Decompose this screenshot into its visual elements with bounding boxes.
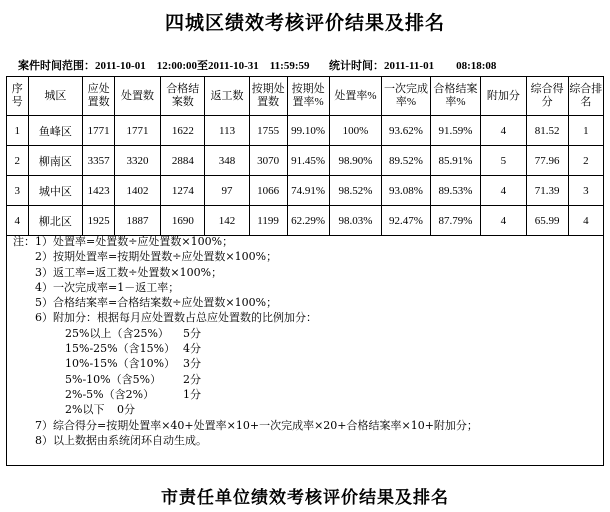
table-cell: 113 — [205, 116, 249, 146]
bonus-range: 15%-25%（含15%） — [65, 342, 176, 356]
table-cell: 92.47% — [382, 206, 430, 236]
note-line — [13, 249, 599, 264]
table-cell: 74.91% — [287, 176, 329, 206]
bonus-range: 2%以下 — [65, 403, 105, 417]
case-range-label: 案件时间范围： — [18, 60, 95, 72]
column-header: 一次完成率% — [382, 77, 430, 116]
note-line — [13, 387, 599, 402]
table-cell: 城中区 — [28, 176, 83, 206]
column-header: 附加分 — [481, 77, 526, 116]
report-frame — [6, 76, 604, 466]
table-cell: 4 — [481, 206, 526, 236]
stat-time-value: 2011-11-01 08:18:08 — [383, 60, 497, 72]
table-cell: 2 — [568, 146, 603, 176]
table-cell: 91.45% — [287, 146, 329, 176]
table-cell: 1 — [7, 116, 28, 146]
table-cell: 100% — [329, 116, 382, 146]
bonus-score: 3分 — [183, 357, 201, 371]
note-text: 6）附加分：根据每月应处置数占总应处置数的比例加分： — [35, 311, 317, 325]
table-cell: 3 — [7, 176, 28, 206]
table-cell: 98.03% — [329, 206, 382, 236]
note-text: 4）一次完成率=1－返工率； — [35, 280, 180, 294]
table-cell: 93.08% — [382, 176, 430, 206]
column-header: 按期处置数 — [249, 77, 287, 116]
table-cell: 99.10% — [287, 116, 329, 146]
stat-time-label: 统计时间： — [328, 60, 384, 72]
column-header: 综合得分 — [526, 77, 568, 116]
table-cell: 89.53% — [430, 176, 481, 206]
column-header: 综合排名 — [568, 77, 603, 116]
note-line — [13, 310, 599, 325]
note-line — [13, 356, 599, 371]
table-cell: 93.62% — [382, 116, 430, 146]
table-cell: 87.79% — [430, 206, 481, 236]
table-cell: 4 — [568, 206, 603, 236]
note-line — [13, 295, 599, 310]
table-cell: 3320 — [114, 146, 160, 176]
column-header: 应处置数 — [83, 77, 115, 116]
note-text: 1）处置率=处置数÷应处置数×100%； — [35, 235, 234, 248]
table-cell: 2 — [7, 146, 28, 176]
case-range-value: 2011-10-01 12:00:00至2011-10-31 11:59:59 — [95, 60, 310, 72]
note-line — [13, 280, 599, 295]
section-title-2: 市责任单位绩效考核评价结果及排名 — [161, 488, 449, 508]
table-cell: 65.99 — [526, 206, 568, 236]
column-header: 返工数 — [205, 77, 249, 116]
column-header: 处置率% — [329, 77, 382, 116]
column-header: 城区 — [28, 77, 83, 116]
table-cell: 1199 — [249, 206, 287, 236]
table-cell: 348 — [205, 146, 249, 176]
table-cell: 1690 — [161, 206, 205, 236]
table-cell: 柳南区 — [28, 146, 83, 176]
table-cell: 1925 — [83, 206, 115, 236]
note-line — [13, 433, 599, 448]
bonus-score: 4分 — [183, 342, 201, 356]
table-cell: 91.59% — [430, 116, 481, 146]
bonus-score: 0分 — [117, 403, 135, 417]
table-cell: 3357 — [83, 146, 115, 176]
note-text: 8）以上数据由系统闭环自动生成。 — [35, 433, 207, 447]
column-header: 序号 — [7, 77, 28, 116]
notes-prefix: 注： — [13, 235, 35, 248]
bonus-score: 5分 — [183, 326, 201, 340]
table-cell: 柳北区 — [28, 206, 83, 236]
table-cell: 鱼峰区 — [28, 116, 83, 146]
table-cell: 3 — [568, 176, 603, 206]
note-text: 3）返工率=返工数÷处置数×100%； — [35, 265, 223, 279]
table-cell: 1402 — [114, 176, 160, 206]
table-cell: 89.52% — [382, 146, 430, 176]
table-cell: 1771 — [83, 116, 115, 146]
table-cell: 81.52 — [526, 116, 568, 146]
table-row — [7, 146, 603, 176]
table-cell: 98.52% — [329, 176, 382, 206]
note-line — [13, 372, 599, 387]
ranking-table — [7, 77, 603, 236]
notes-section — [13, 234, 599, 448]
note-line — [13, 418, 599, 433]
note-line — [13, 234, 599, 249]
table-cell: 5 — [481, 146, 526, 176]
page-title: 四城区绩效考核评价结果及排名 — [164, 12, 445, 34]
bonus-range: 10%-15%（含10%） — [65, 357, 176, 371]
table-cell: 62.29% — [287, 206, 329, 236]
table-header-row — [7, 77, 603, 116]
table-cell: 85.91% — [430, 146, 481, 176]
column-header: 处置数 — [114, 77, 160, 116]
column-header: 合格结案数 — [161, 77, 205, 116]
table-row — [7, 206, 603, 236]
table-cell: 97 — [205, 176, 249, 206]
note-line — [13, 265, 599, 280]
table-cell: 77.96 — [526, 146, 568, 176]
note-text: 2）按期处置率=按期处置数÷应处置数×100%； — [35, 250, 278, 264]
table-cell: 1423 — [83, 176, 115, 206]
table-cell: 1771 — [114, 116, 160, 146]
table-cell: 1755 — [249, 116, 287, 146]
table-cell: 71.39 — [526, 176, 568, 206]
table-cell: 4 — [481, 176, 526, 206]
bonus-range: 5%-10%（含5%） — [65, 372, 162, 386]
table-cell: 2884 — [161, 146, 205, 176]
note-line — [13, 341, 599, 356]
note-text: 5）合格结案率=合格结案数÷应处置数×100%； — [35, 296, 278, 310]
table-cell: 1274 — [161, 176, 205, 206]
table-cell: 1622 — [161, 116, 205, 146]
table-cell: 3070 — [249, 146, 287, 176]
table-cell: 1887 — [114, 206, 160, 236]
bonus-score: 2分 — [183, 372, 201, 386]
bonus-range: 25%以上（含25%） — [65, 326, 169, 340]
table-cell: 142 — [205, 206, 249, 236]
report-meta — [18, 57, 608, 73]
bonus-score: 1分 — [183, 387, 201, 401]
table-row — [7, 116, 603, 146]
table-cell: 98.90% — [329, 146, 382, 176]
table-cell: 1 — [568, 116, 603, 146]
table-row — [7, 176, 603, 206]
table-cell: 1066 — [249, 176, 287, 206]
column-header: 按期处置率% — [287, 77, 329, 116]
bonus-range: 2%-5%（含2%） — [65, 387, 155, 401]
table-cell: 4 — [481, 116, 526, 146]
note-line — [13, 402, 599, 417]
note-line — [13, 326, 599, 341]
table-cell: 4 — [7, 206, 28, 236]
column-header: 合格结案率% — [430, 77, 481, 116]
note-text: 7）综合得分=按期处置率×40+处置率×10+一次完成率×20+合格结案率×10+附加分； — [35, 418, 478, 432]
